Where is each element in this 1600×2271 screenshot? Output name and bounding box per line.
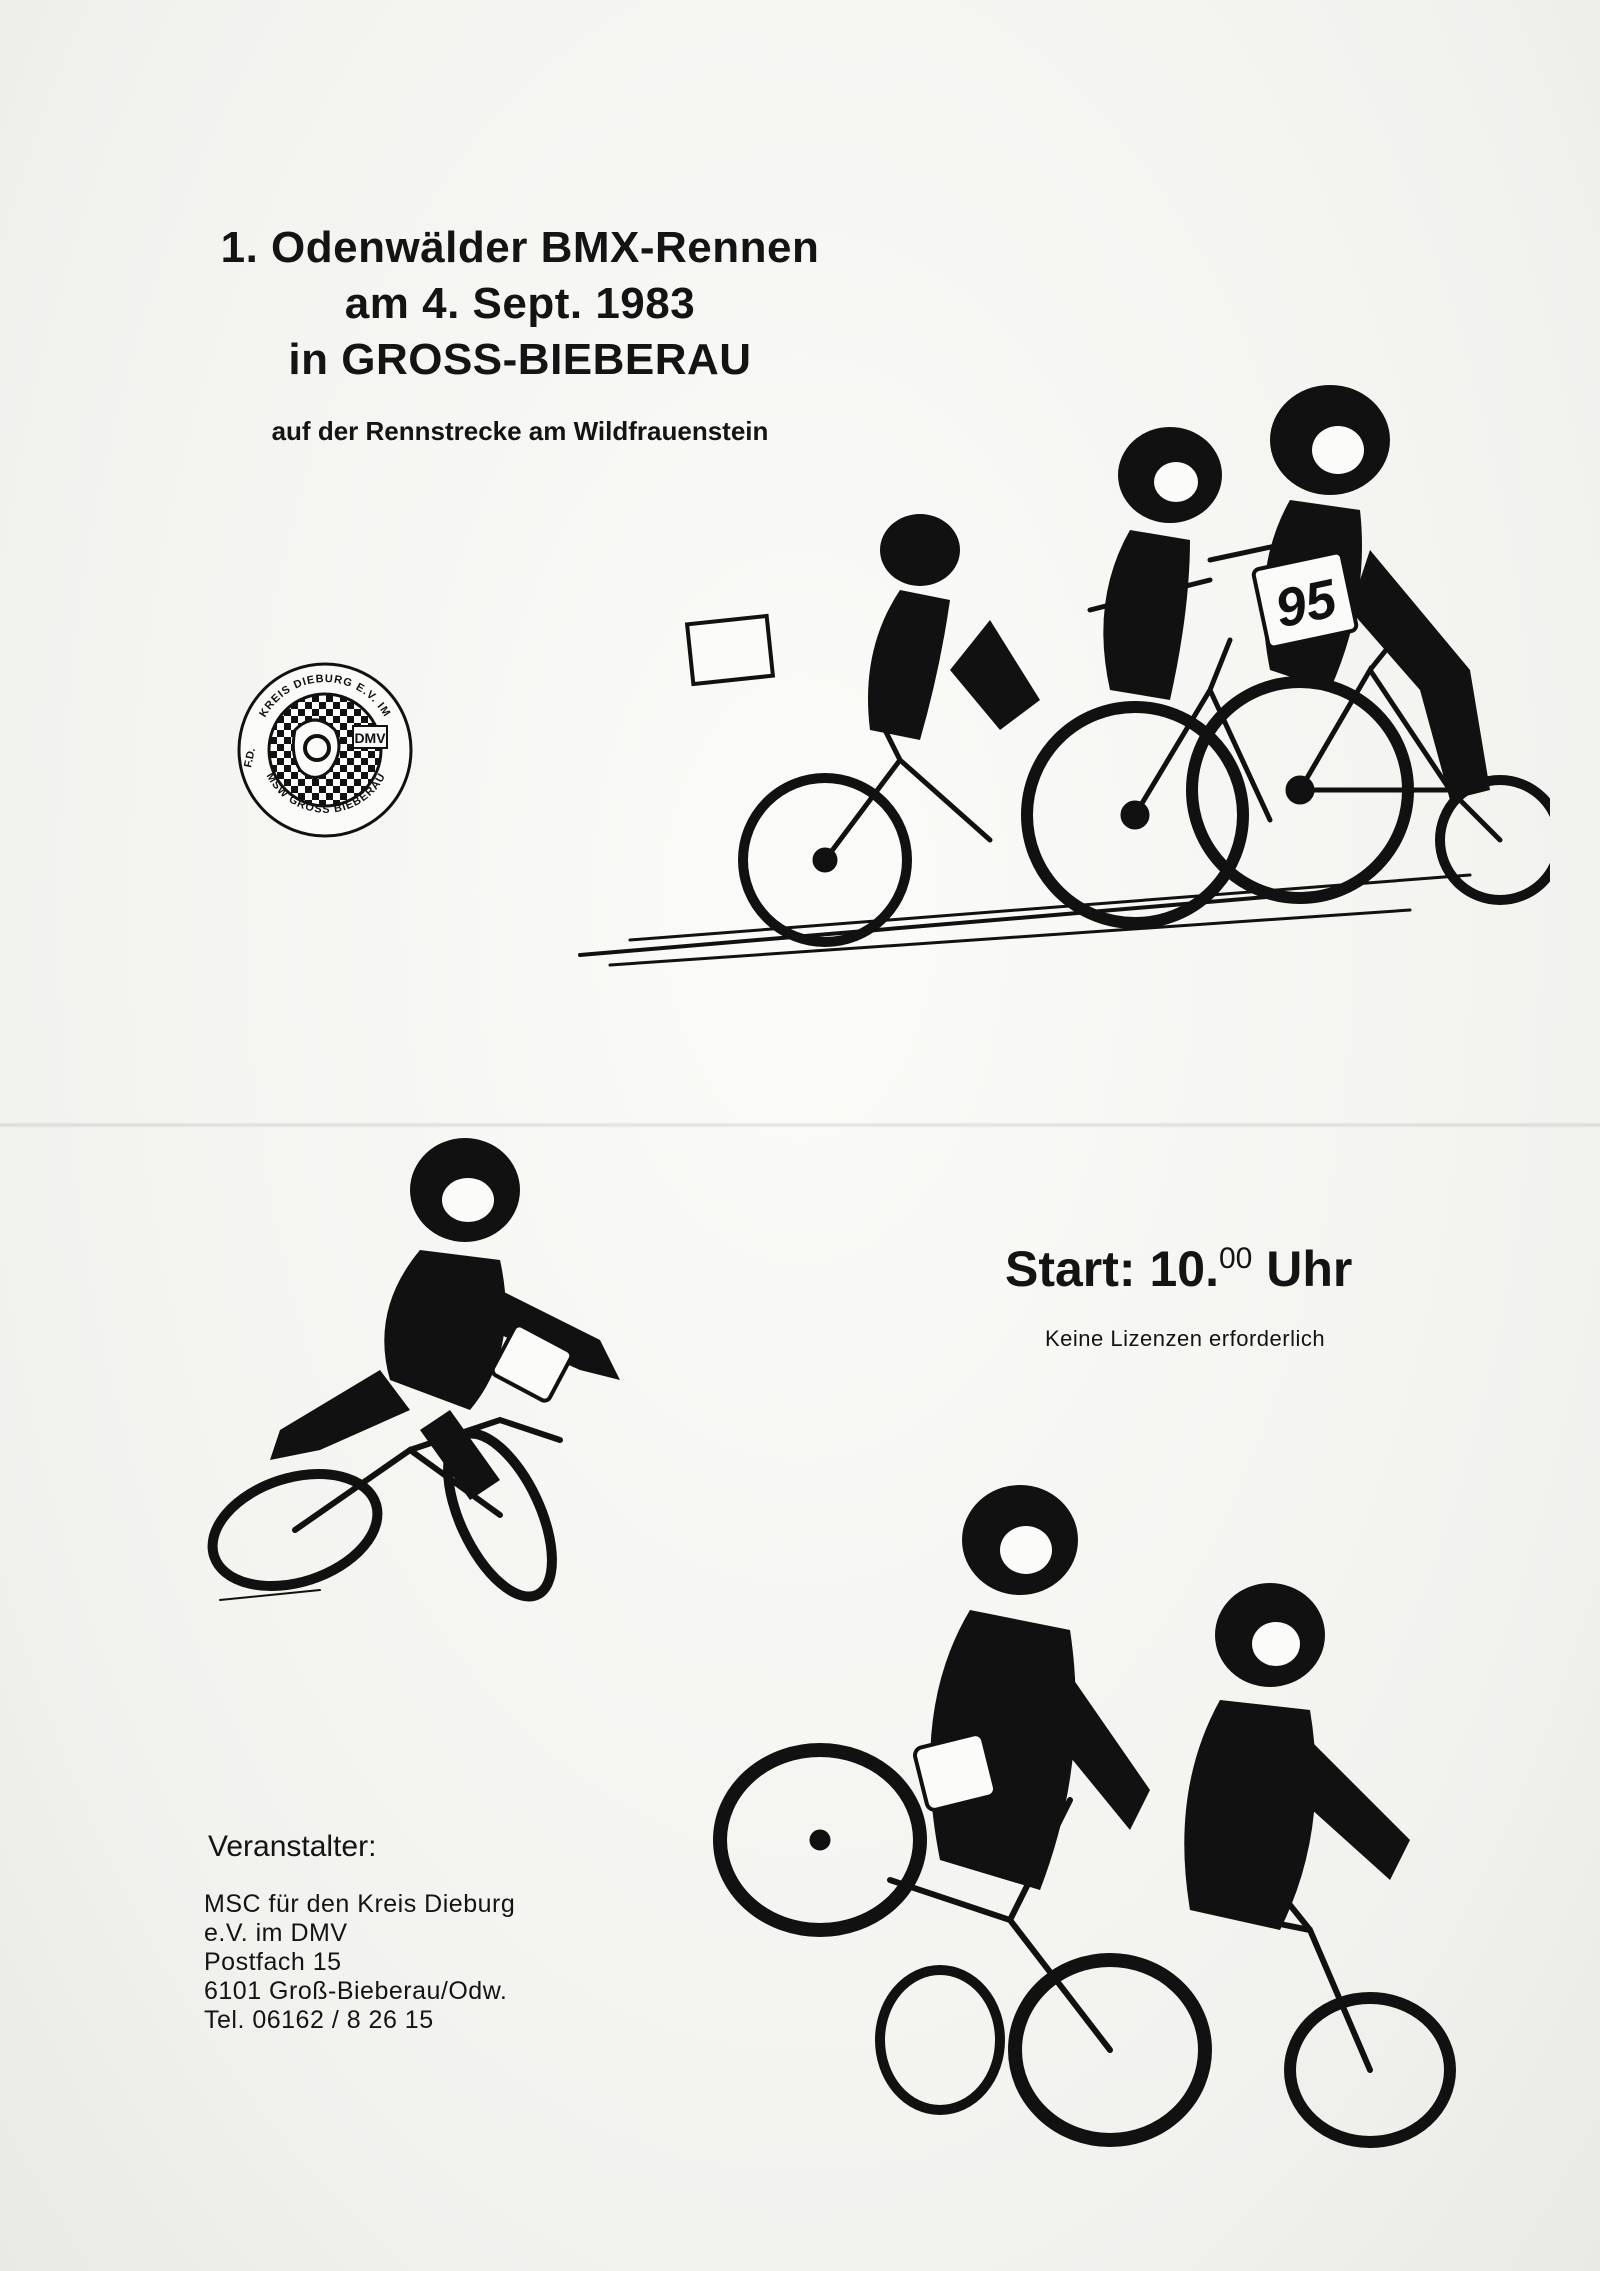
organizer-line: Tel. 06162 / 8 26 15 [204, 2006, 434, 2034]
club-logo [235, 660, 415, 840]
headline-line-3: in GROSS-BIEBERAU [288, 335, 752, 384]
race-plate-number: 95 [1270, 568, 1342, 640]
start-time [1005, 1240, 1352, 1298]
headline-line-1: 1. Odenwälder BMX-Rennen [220, 223, 820, 272]
logo-bottom-text: MSW GROSS BIEBERAU [263, 770, 389, 816]
logo-left-text: F.D. [242, 746, 259, 769]
logo-badge-text: DMV [354, 730, 386, 746]
start-suffix: Uhr [1266, 1241, 1353, 1297]
licence-note: Keine Lizenzen erforderlich [1045, 1326, 1326, 1351]
organizer-line: Postfach 15 [204, 1948, 342, 1976]
headline-line-2: am 4. Sept. 1983 [344, 279, 696, 328]
start-minutes: 00 [1218, 1242, 1253, 1275]
organizer-label: Veranstalter: [208, 1830, 377, 1863]
start-gate-illustration [570, 370, 1550, 970]
organizer-line: 6101 Groß-Bieberau/Odw. [204, 1977, 508, 2005]
event-headline [170, 220, 870, 388]
organizer-address [204, 1890, 515, 2035]
organizer-line: MSC für den Kreis Dieburg [204, 1890, 516, 1918]
start-label: Start: 10. [1005, 1241, 1219, 1297]
venue-subtitle: auf der Rennstrecke am Wildfrauenstein [271, 416, 769, 446]
organizer-line: e.V. im DMV [204, 1919, 348, 1947]
logo-top-text: KREIS DIEBURG E.V. IM [257, 672, 393, 720]
jumping-rider-illustration [200, 1120, 760, 1620]
two-riders-illustration [710, 1460, 1490, 2150]
